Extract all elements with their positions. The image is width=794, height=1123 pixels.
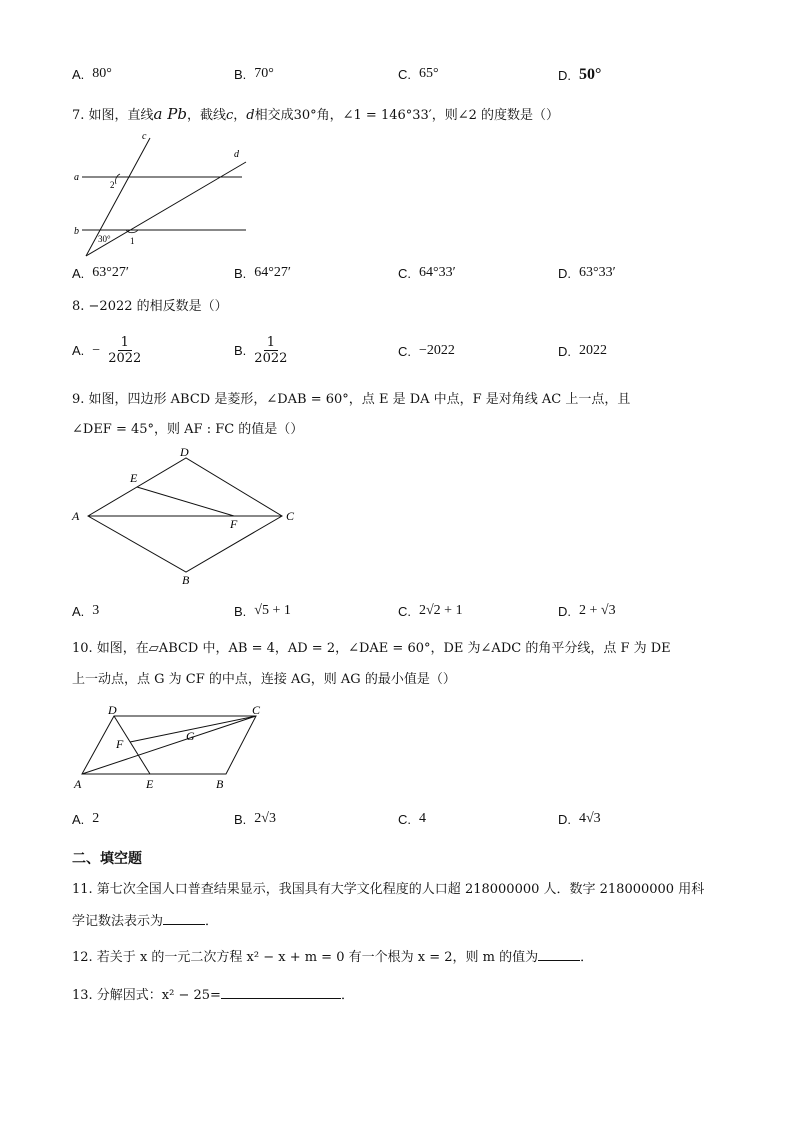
q6-option-a[interactable]: A. 80°	[72, 66, 112, 82]
q10-label-g: G	[186, 729, 195, 743]
section-title-fill-in: 二、填空题	[72, 851, 142, 867]
q7-option-a[interactable]: A. 63°27′	[72, 265, 129, 281]
q9-option-c[interactable]: C. 2√2 + 1	[398, 603, 463, 619]
q9-option-b[interactable]: B. √5 + 1	[234, 603, 291, 619]
q9-label-d: D	[180, 445, 189, 459]
q10-stem-line1: 10. 如图，在▱ABCD 中，AB = 4，AD = 2，∠DAE = 60°，DE 为∠ADC 的角平分线，点 F 为 DE	[72, 641, 671, 656]
q9-label-e: E	[130, 471, 138, 485]
q9-stem-line1: 9. 如图，四边形 ABCD 是菱形，∠DAB = 60°，点 E 是 DA 中点，F 是对角线 AC 上一点，且	[72, 392, 631, 407]
q10-option-a[interactable]: A. 2	[72, 811, 100, 827]
q9-options	[72, 603, 732, 637]
q8-options	[72, 335, 732, 375]
q10-option-c[interactable]: C. 4	[398, 811, 426, 827]
q7-option-c[interactable]: C. 64°33′	[398, 265, 456, 281]
q7-stem: 7. 如图，直线a Pb，截线c，d相交成30°角，∠1 = 146°33′，则∠2 的度数是（）	[72, 105, 560, 123]
q8-fraction-a: $\frac{1}{2022}$	[108, 335, 142, 366]
q13-stem: 13. 分解因式：x² − 25= ．	[72, 984, 732, 1006]
q10-stem-line2: 上一动点，点 G 为 CF 的中点，连接 AG，则 AG 的最小值是（）	[72, 672, 456, 687]
q7-label-1: 1	[130, 236, 135, 246]
q8-fraction-b: $\frac{1}{2022}$	[254, 335, 288, 366]
q10-label-a: A	[74, 777, 82, 791]
q12-stem: 12. 若关于 x 的一元二次方程 x² − x + m = 0 有一个根为 x = 2，则 m 的值为 ．	[72, 946, 732, 968]
q11-answer-blank[interactable]	[163, 910, 205, 925]
q8-stem: 8. −2022 的相反数是（）	[72, 299, 228, 314]
q10-figure	[68, 700, 278, 796]
q12-answer-blank[interactable]	[538, 946, 580, 961]
q7-option-b[interactable]: B. 64°27′	[234, 265, 291, 281]
q7-options	[72, 265, 732, 299]
q6-option-c[interactable]: C. 65°	[398, 66, 439, 82]
q11-stem-line1: 11. 第七次全国人口普查结果显示，我国具有大学文化程度的人口超 218000000 人．数字 218000000 用科	[72, 882, 705, 897]
q9-stem-line2: ∠DEF = 45°，则 AF : FC 的值是（）	[72, 422, 304, 437]
q10-option-d[interactable]: D. 4√3	[558, 811, 601, 827]
q7-label-b: b	[74, 226, 79, 237]
q10-label-b: B	[216, 777, 224, 791]
q7-label-2: 2	[110, 180, 115, 190]
q7-label-d: d	[234, 149, 239, 160]
q11-stem-line2: 学记数法表示为 ．	[72, 910, 732, 932]
q8-option-d[interactable]: D. 2022	[558, 343, 607, 359]
q10-label-e: E	[146, 777, 154, 791]
q9-label-c: C	[286, 509, 295, 523]
q10-options	[72, 811, 732, 845]
q9-option-d[interactable]: D. 2 + √3	[558, 603, 616, 619]
q6-option-d[interactable]: D. 50°	[558, 66, 602, 83]
q10-label-f: F	[116, 737, 124, 751]
q6-option-b[interactable]: B. 70°	[234, 66, 274, 82]
q9-label-b: B	[182, 573, 190, 587]
q9-option-a[interactable]: A. 3	[72, 603, 100, 619]
q10-label-d: D	[108, 703, 117, 717]
q7-label-a: a	[74, 172, 79, 183]
q9-figure	[68, 444, 308, 588]
q8-option-c[interactable]: C. −2022	[398, 343, 455, 359]
q7-label-c: c	[142, 131, 147, 142]
q10-option-b[interactable]: B. 2√3	[234, 811, 276, 827]
q8-option-a[interactable]: A. − $\frac{1}{2022}$	[72, 335, 142, 366]
q10-label-c: C	[252, 703, 261, 717]
q9-label-a: A	[72, 509, 80, 523]
q6-options	[72, 66, 732, 100]
q7-figure	[70, 130, 260, 260]
q7-option-d[interactable]: D. 63°33′	[558, 265, 616, 281]
q9-label-f: F	[230, 517, 238, 531]
q7-label-30: 30°	[98, 234, 111, 244]
q8-option-b[interactable]: B. $\frac{1}{2022}$	[234, 335, 288, 366]
q13-answer-blank[interactable]	[221, 984, 341, 999]
